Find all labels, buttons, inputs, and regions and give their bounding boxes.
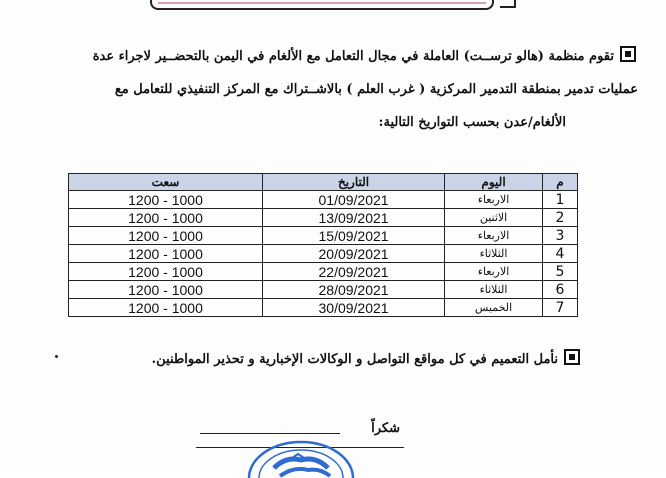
cell-date: 28/09/2021 (263, 281, 445, 299)
schedule-table (68, 173, 578, 317)
closing (200, 421, 400, 439)
bullet-icon (564, 349, 580, 365)
table-row (69, 281, 578, 299)
header-date: التاريخ (263, 174, 445, 191)
table-row (69, 191, 578, 209)
paragraph1-line2: عمليات تدمير بمنطقة التدمير المركزية ( غرب العلم ) بالاشــتراك مع المركز التنفيذي للتعامل مع (114, 82, 638, 97)
paragraph2-text: نأمل التعميم في كل مواقع التواصل و الوكالات الإخبارية و تحذير المواطنين. (151, 352, 558, 367)
cell-time: 1200 - 1000 (69, 299, 263, 317)
bullet-icon (620, 46, 636, 62)
paragraph1-line1 (93, 46, 636, 65)
cell-num: 3 (543, 227, 578, 245)
cell-day: الاربعاء (445, 191, 543, 209)
cell-time: 1200 - 1000 (69, 245, 263, 263)
cell-day: الاثنين (445, 209, 543, 227)
header-frame-underline (158, 0, 486, 4)
stray-dot (55, 355, 58, 358)
table-row (69, 227, 578, 245)
cell-time: 1200 - 1000 (69, 227, 263, 245)
header-corner-mark (500, 0, 516, 8)
cell-day: الثلاثاء (445, 245, 543, 263)
table-row (69, 263, 578, 281)
cell-day: الاربعاء (445, 263, 543, 281)
paragraph1-line3: الألغام/عدن بحسب التواريخ التالية: (378, 115, 566, 130)
cell-num: 6 (543, 281, 578, 299)
cell-num: 4 (543, 245, 578, 263)
paragraph2 (152, 349, 580, 368)
table-header-row (69, 174, 578, 191)
header-time: سعت (69, 174, 263, 191)
official-seal-icon (246, 438, 356, 478)
cell-num: 5 (543, 263, 578, 281)
cell-day: الخميس (445, 299, 543, 317)
cell-date: 22/09/2021 (263, 263, 445, 281)
cell-date: 13/09/2021 (263, 209, 445, 227)
cell-day: الاربعاء (445, 227, 543, 245)
table-row (69, 299, 578, 317)
table-row (69, 245, 578, 263)
cell-date: 01/09/2021 (263, 191, 445, 209)
cell-date: 30/09/2021 (263, 299, 445, 317)
cell-time: 1200 - 1000 (69, 263, 263, 281)
paragraph1-line1-text: تقوم منظمة (هالو ترســت) العاملة في مجال التعامل مع الألغام في اليمن بالتحضــير لاجراء عدة (92, 49, 614, 64)
header-frame (150, 0, 494, 10)
cell-num: 2 (543, 209, 578, 227)
cell-num: 1 (543, 191, 578, 209)
table-row (69, 209, 578, 227)
header-num: م (543, 174, 578, 191)
closing-text: شكراً (371, 421, 400, 436)
closing-underline (200, 433, 340, 434)
header-day: اليوم (445, 174, 543, 191)
cell-date: 20/09/2021 (263, 245, 445, 263)
cell-num: 7 (543, 299, 578, 317)
cell-date: 15/09/2021 (263, 227, 445, 245)
cell-time: 1200 - 1000 (69, 281, 263, 299)
cell-time: 1200 - 1000 (69, 191, 263, 209)
cell-time: 1200 - 1000 (69, 209, 263, 227)
cell-day: الثلاثاء (445, 281, 543, 299)
